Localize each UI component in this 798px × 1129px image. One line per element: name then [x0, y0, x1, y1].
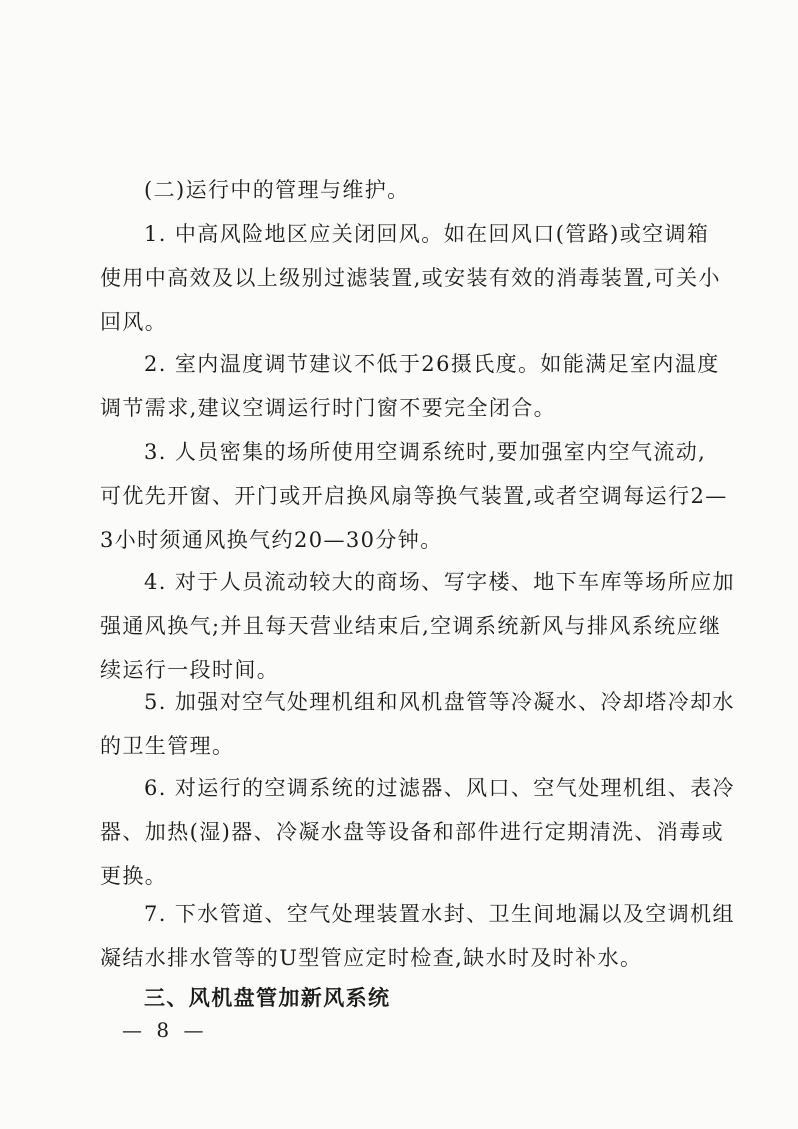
list-item-1-line-2: 使用中高效及以上级别过滤装置,或安装有效的消毒装置,可关小 — [100, 266, 721, 290]
page-number: — 8 — — [122, 1018, 208, 1042]
list-item-3-line-3: 3小时须通风换气约20—30分钟。 — [100, 528, 443, 552]
list-item-5 — [100, 680, 735, 768]
list-item-7-line-1: 7. 下水管道、空气处理装置水封、卫生间地漏以及空调机组 — [144, 902, 735, 926]
list-item-1-line-1: 1. 中高风险地区应关闭回风。如在回风口(管路)或空调箱 — [144, 222, 710, 246]
list-item-4-line-3: 续运行一段时间。 — [100, 658, 280, 682]
list-item-4-line-2: 强通风换气;并且每天营业结束后,空调系统新风与排风系统应继 — [100, 614, 722, 638]
list-item-6-line-2: 器、加热(湿)器、冷凝水盘等设备和部件进行定期清洗、消毒或 — [100, 820, 724, 844]
list-item-4-line-1: 4. 对于人员流动较大的商场、写字楼、地下车库等场所应加 — [144, 570, 735, 594]
list-item-1 — [100, 212, 721, 344]
list-item-2-line-2: 调节需求,建议空调运行时门窗不要完全闭合。 — [100, 396, 557, 420]
list-item-4 — [100, 560, 735, 692]
list-item-2 — [100, 342, 720, 430]
section-heading — [100, 168, 700, 212]
section-heading-text: (二)运行中的管理与维护。 — [144, 178, 410, 202]
next-section-heading-text: 三、风机盘管加新风系统 — [144, 986, 391, 1010]
list-item-3-line-1: 3. 人员密集的场所使用空调系统时,要加强室内空气流动, — [144, 440, 707, 464]
list-item-3-line-2: 可优先开窗、开门或开启换风扇等换气装置,或者空调每运行2— — [100, 484, 728, 508]
list-item-6 — [100, 766, 735, 898]
list-item-6-line-1: 6. 对运行的空调系统的过滤器、风口、空气处理机组、表冷 — [144, 776, 735, 800]
list-item-5-line-2: 的卫生管理。 — [100, 734, 235, 758]
list-item-5-line-1: 5. 加强对空气处理机组和风机盘管等冷凝水、冷却塔冷却水 — [144, 690, 735, 714]
list-item-3 — [100, 430, 728, 562]
list-item-7 — [100, 892, 735, 980]
list-item-6-line-3: 更换。 — [100, 864, 168, 888]
next-section-heading — [100, 976, 700, 1020]
list-item-7-line-2: 凝结水排水管等的U型管应定时检查,缺水时及时补水。 — [100, 946, 643, 970]
list-item-1-line-3: 回风。 — [100, 310, 168, 334]
list-item-2-line-1: 2. 室内温度调节建议不低于26摄氏度。如能满足室内温度 — [144, 352, 720, 376]
